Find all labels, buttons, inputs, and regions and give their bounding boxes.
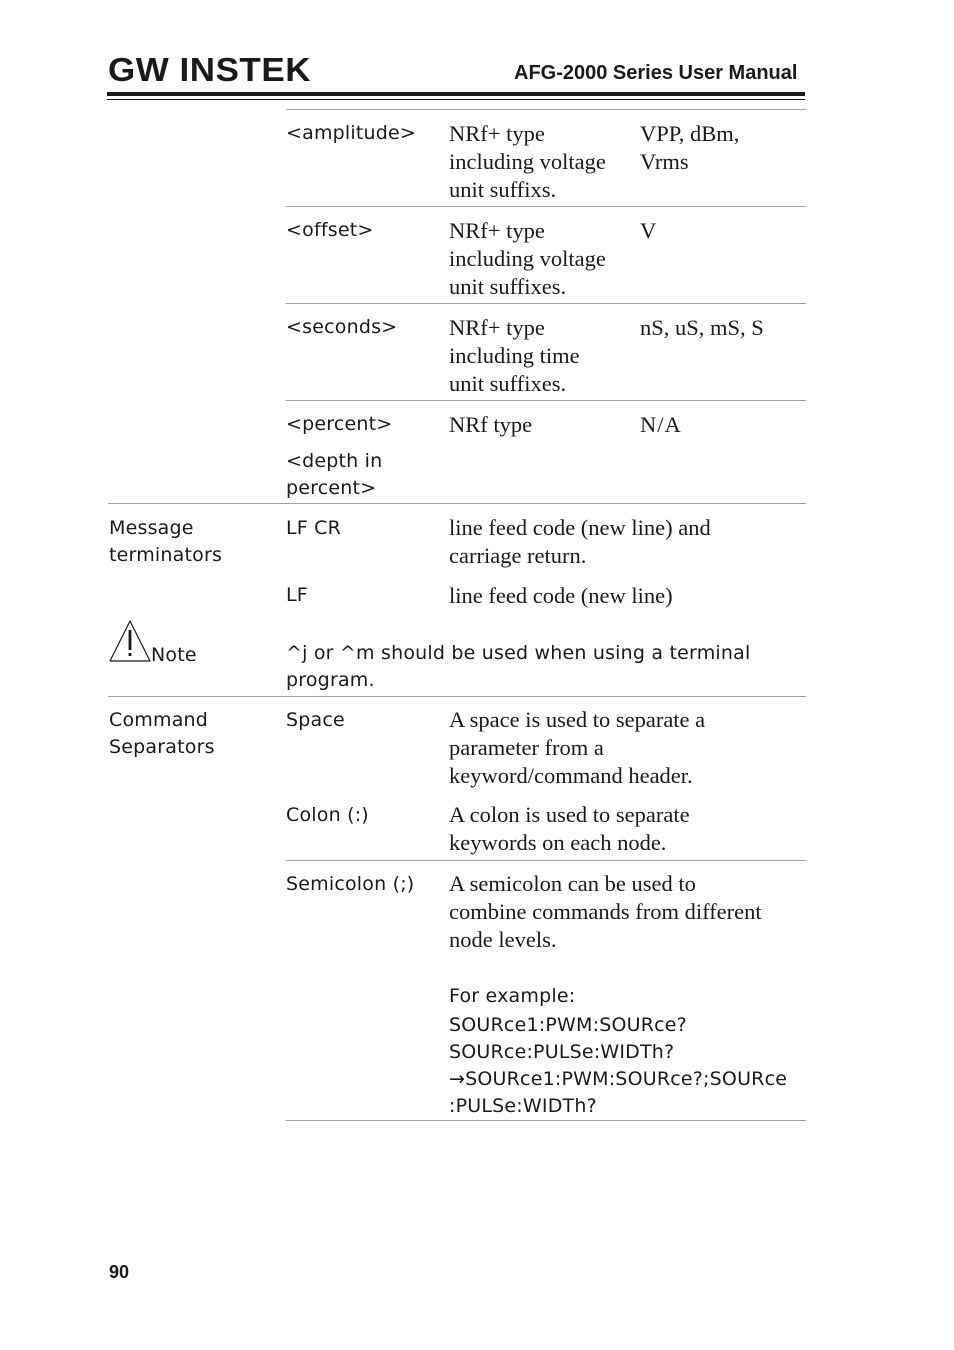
section-divider xyxy=(108,696,806,697)
param-seconds: <seconds> xyxy=(286,316,398,338)
terminator-lf-name: LF xyxy=(286,584,308,606)
table-divider xyxy=(286,206,806,207)
param-amplitude: <amplitude> xyxy=(286,122,417,144)
units-seconds: nS, uS, mS, S xyxy=(640,315,764,340)
table-divider xyxy=(286,400,806,401)
header-rule-thin xyxy=(107,99,805,100)
example-line: SOURce1:PWM:SOURce? xyxy=(449,1014,687,1036)
separator-space-name: Space xyxy=(286,709,345,731)
terminator-lf-desc: line feed code (new line) xyxy=(449,583,673,608)
example-line: SOURce:PULSe:WIDTh? xyxy=(449,1041,675,1063)
separator-colon-desc: A colon is used to separate keywords on each node. xyxy=(449,802,690,855)
terminator-lfcr-desc: line feed code (new line) and carriage return. xyxy=(449,515,711,568)
separator-colon-name: Colon (:) xyxy=(286,804,369,826)
type-offset: NRf+ type including voltage unit suffixes. xyxy=(449,218,606,299)
example-line: →SOURce1:PWM:SOURce?;SOURce xyxy=(449,1068,788,1090)
param-depth-in-percent: <depth in percent> xyxy=(286,450,383,499)
separator-semicolon-name: Semicolon (;) xyxy=(286,873,415,895)
header-rule-thick xyxy=(107,92,805,96)
example-line: :PULSe:WIDTh? xyxy=(449,1095,597,1117)
units-offset: V xyxy=(640,218,657,243)
manual-title: AFG-2000 Series User Manual xyxy=(514,62,798,84)
type-seconds: NRf+ type including time unit suffixes. xyxy=(449,315,580,396)
table-divider xyxy=(286,109,806,110)
terminator-lfcr-name: LF CR xyxy=(286,517,342,539)
separator-semicolon-desc: A semicolon can be used to combine commands from different node levels. xyxy=(449,871,762,952)
param-percent: <percent> xyxy=(286,413,393,435)
type-percent: NRf type xyxy=(449,412,533,437)
note-label: Note xyxy=(151,644,197,666)
param-offset: <offset> xyxy=(286,219,374,241)
table-divider xyxy=(286,1120,806,1121)
note-text: ^j or ^m should be used when using a terminal program. xyxy=(286,642,751,691)
units-percent: N/A xyxy=(640,412,682,437)
warning-triangle-icon xyxy=(109,619,153,663)
units-amplitude: VPP, dBm, Vrms xyxy=(640,121,740,174)
separators-label: Command Separators xyxy=(109,709,215,758)
separator-space-desc: A space is used to separate a parameter from a keyword/command header. xyxy=(449,707,706,788)
table-divider xyxy=(286,860,806,861)
table-divider xyxy=(286,303,806,304)
terminators-label: Message terminators xyxy=(109,517,223,566)
example-label: For example: xyxy=(449,985,576,1007)
type-amplitude: NRf+ type including voltage unit suffixs. xyxy=(449,121,606,202)
page-number: 90 xyxy=(109,1262,130,1282)
gw-instek-logo: GW INSTEK xyxy=(108,51,311,88)
section-divider xyxy=(108,503,806,504)
